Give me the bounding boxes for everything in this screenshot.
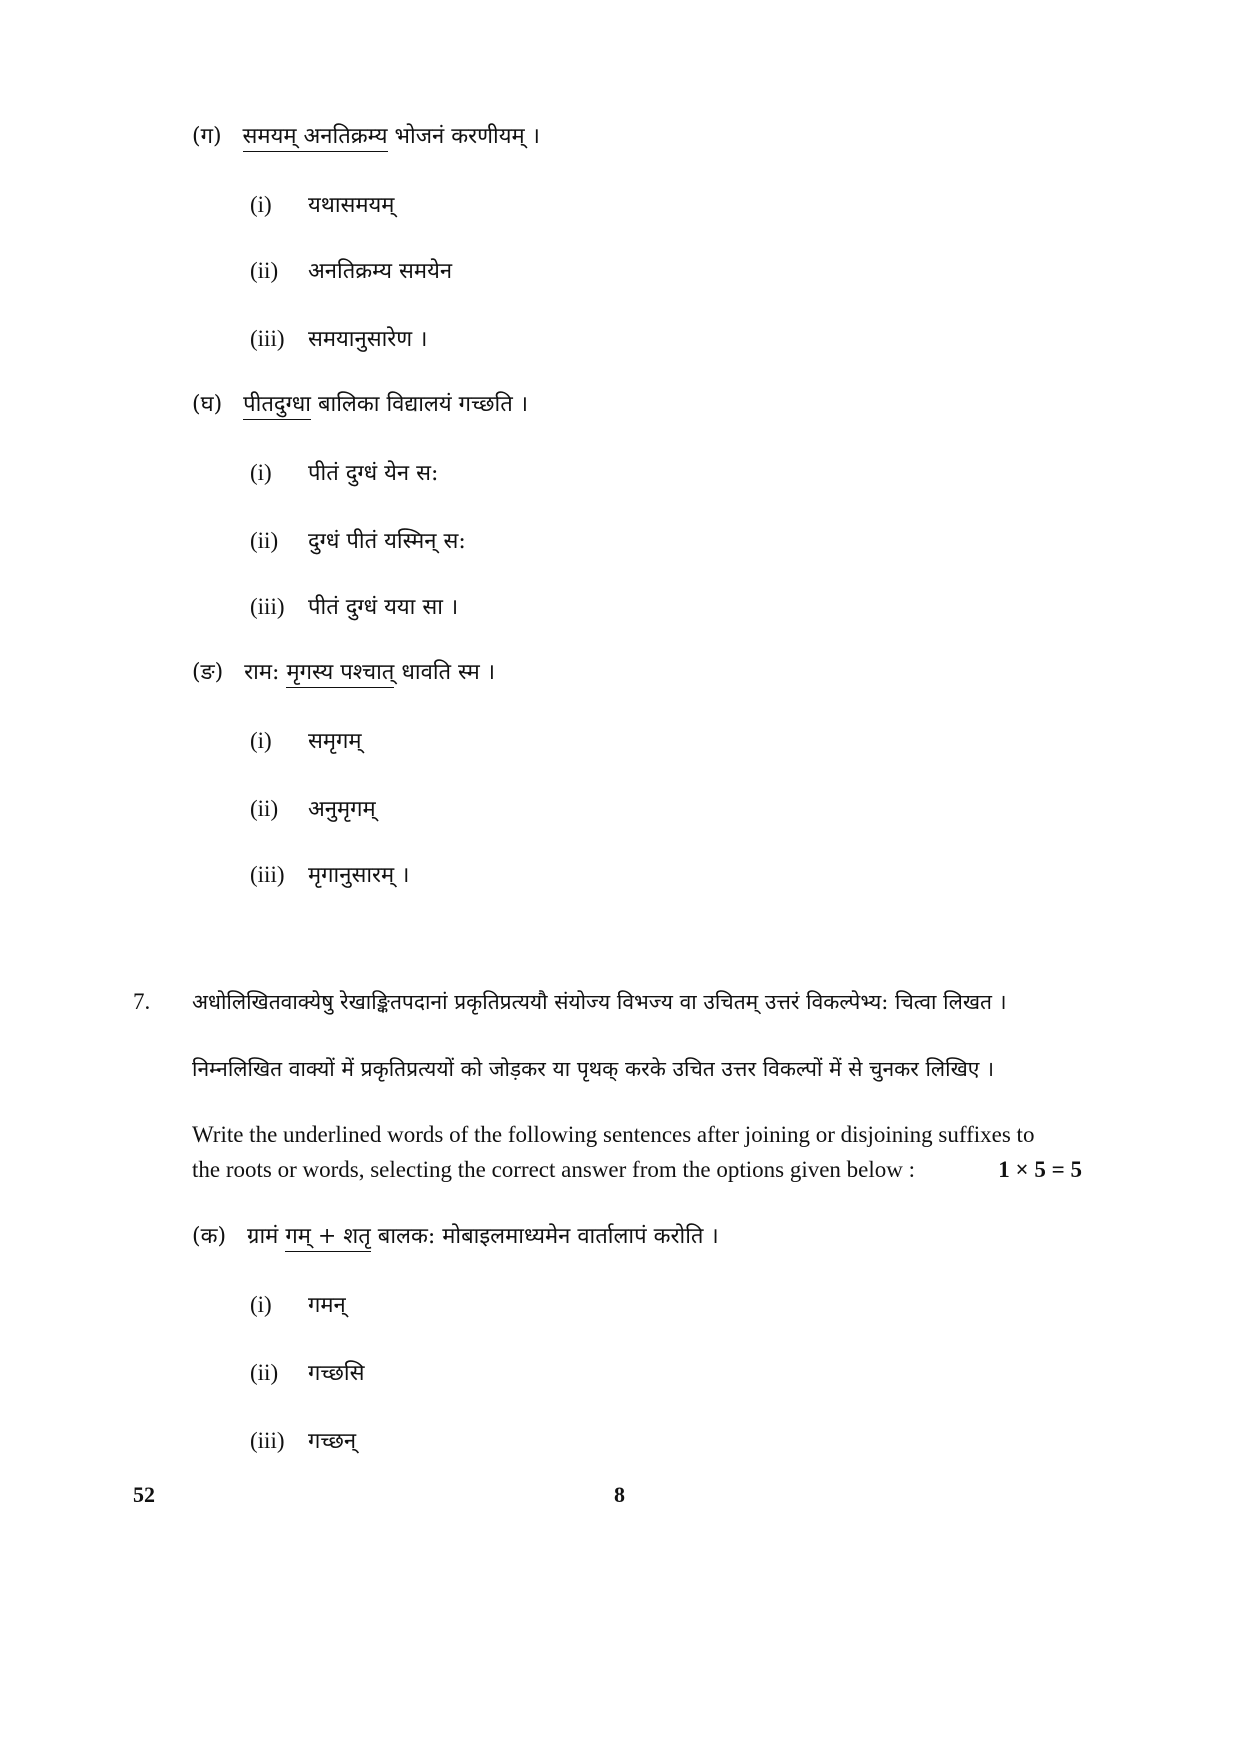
question-text: ग्रामं	[247, 1224, 286, 1249]
option-number: (iii)	[250, 1428, 285, 1453]
option-number: (ii)	[250, 1360, 279, 1385]
underlined-phrase: मृगस्य पश्चात्	[286, 660, 394, 688]
instruction-english-line1: Write the underlined words of the following sentences after joining or disjoining suffixes to	[192, 1122, 1035, 1147]
question-6g	[192, 122, 540, 152]
option-number: (ii)	[250, 258, 279, 283]
option-text: अनुमृगम्	[308, 797, 376, 822]
instruction-english-text: the roots or words, selecting the correct answer from the options given below :	[192, 1157, 916, 1182]
option-number: (ii)	[250, 796, 279, 821]
option	[250, 1290, 346, 1321]
question-text: भोजनं करणीयम् ।	[387, 124, 540, 149]
option	[250, 1426, 356, 1457]
option-number: (i)	[250, 1292, 272, 1317]
option-number: (iii)	[250, 594, 285, 619]
option-number: (iii)	[250, 326, 285, 351]
question-6gh	[192, 390, 528, 420]
option-text: गच्छन्	[308, 1429, 357, 1454]
option	[250, 458, 438, 489]
question-6ng	[192, 658, 495, 688]
page-number: 8	[614, 1482, 625, 1507]
option	[250, 592, 458, 623]
option	[250, 190, 394, 221]
option-number: (ii)	[250, 528, 279, 553]
option-text: गमन्	[308, 1293, 346, 1318]
option	[250, 526, 466, 557]
option	[250, 794, 376, 825]
underlined-phrase: समयम् अनतिक्रम्य	[243, 124, 388, 152]
option-text: अनतिक्रम्य समयेन	[308, 259, 453, 284]
instruction-sanskrit: अधोलिखितवाक्येषु रेखाङ्कितपदानां प्रकृतिप्रत्ययौ संयोज्य विभज्य वा उचितम् उत्तरं विकल्पेभ्य: चित्वा लिखत ।	[192, 990, 1007, 1014]
option-text: पीतं दुग्धं यया सा ।	[308, 595, 459, 620]
option-text: पीतं दुग्धं येन स:	[308, 461, 439, 486]
question-text: बालिका विद्यालयं गच्छति ।	[310, 392, 529, 417]
question-label: (ङ)	[192, 660, 224, 685]
question-number: 7.	[133, 989, 151, 1014]
option-text: मृगानुसारम् ।	[308, 863, 410, 888]
option	[250, 860, 410, 891]
option-number: (i)	[250, 728, 272, 753]
option-number: (iii)	[250, 862, 285, 887]
underlined-phrase: गम् + शतृ	[285, 1224, 370, 1252]
instruction-english-line2	[192, 1155, 1082, 1185]
option	[250, 256, 452, 287]
underlined-phrase: पीतदुग्धा	[243, 392, 311, 420]
question-label: (क)	[192, 1224, 227, 1249]
option-number: (i)	[250, 460, 272, 485]
paper-code: 52	[133, 1482, 155, 1507]
option-text: समयानुसारेण ।	[308, 327, 428, 352]
option-text: समृगम्	[308, 729, 362, 754]
option-number: (i)	[250, 192, 272, 217]
option	[250, 726, 362, 757]
option-text: गच्छसि	[308, 1361, 365, 1386]
question-7ka	[192, 1222, 719, 1252]
option-text: दुग्धं पीतं यस्मिन् स:	[308, 529, 466, 554]
option	[250, 324, 428, 355]
instruction-hindi: निम्नलिखित वाक्यों में प्रकृतिप्रत्ययों को जोड़कर या पृथक् करके उचित उत्तर विकल्पों में से चुनकर लिखिए ।	[192, 1057, 995, 1081]
question-label: (ग)	[192, 124, 222, 149]
option	[250, 1358, 364, 1389]
question-label: (घ)	[192, 392, 223, 417]
question-text: राम:	[244, 660, 287, 685]
option-text: यथासमयम्	[308, 193, 395, 218]
question-text: धावति स्म ।	[394, 660, 496, 685]
question-text: बालक: मोबाइलमाध्यमेन वार्तालापं करोति ।	[370, 1224, 719, 1249]
marks: 1 × 5 = 5	[998, 1157, 1082, 1182]
